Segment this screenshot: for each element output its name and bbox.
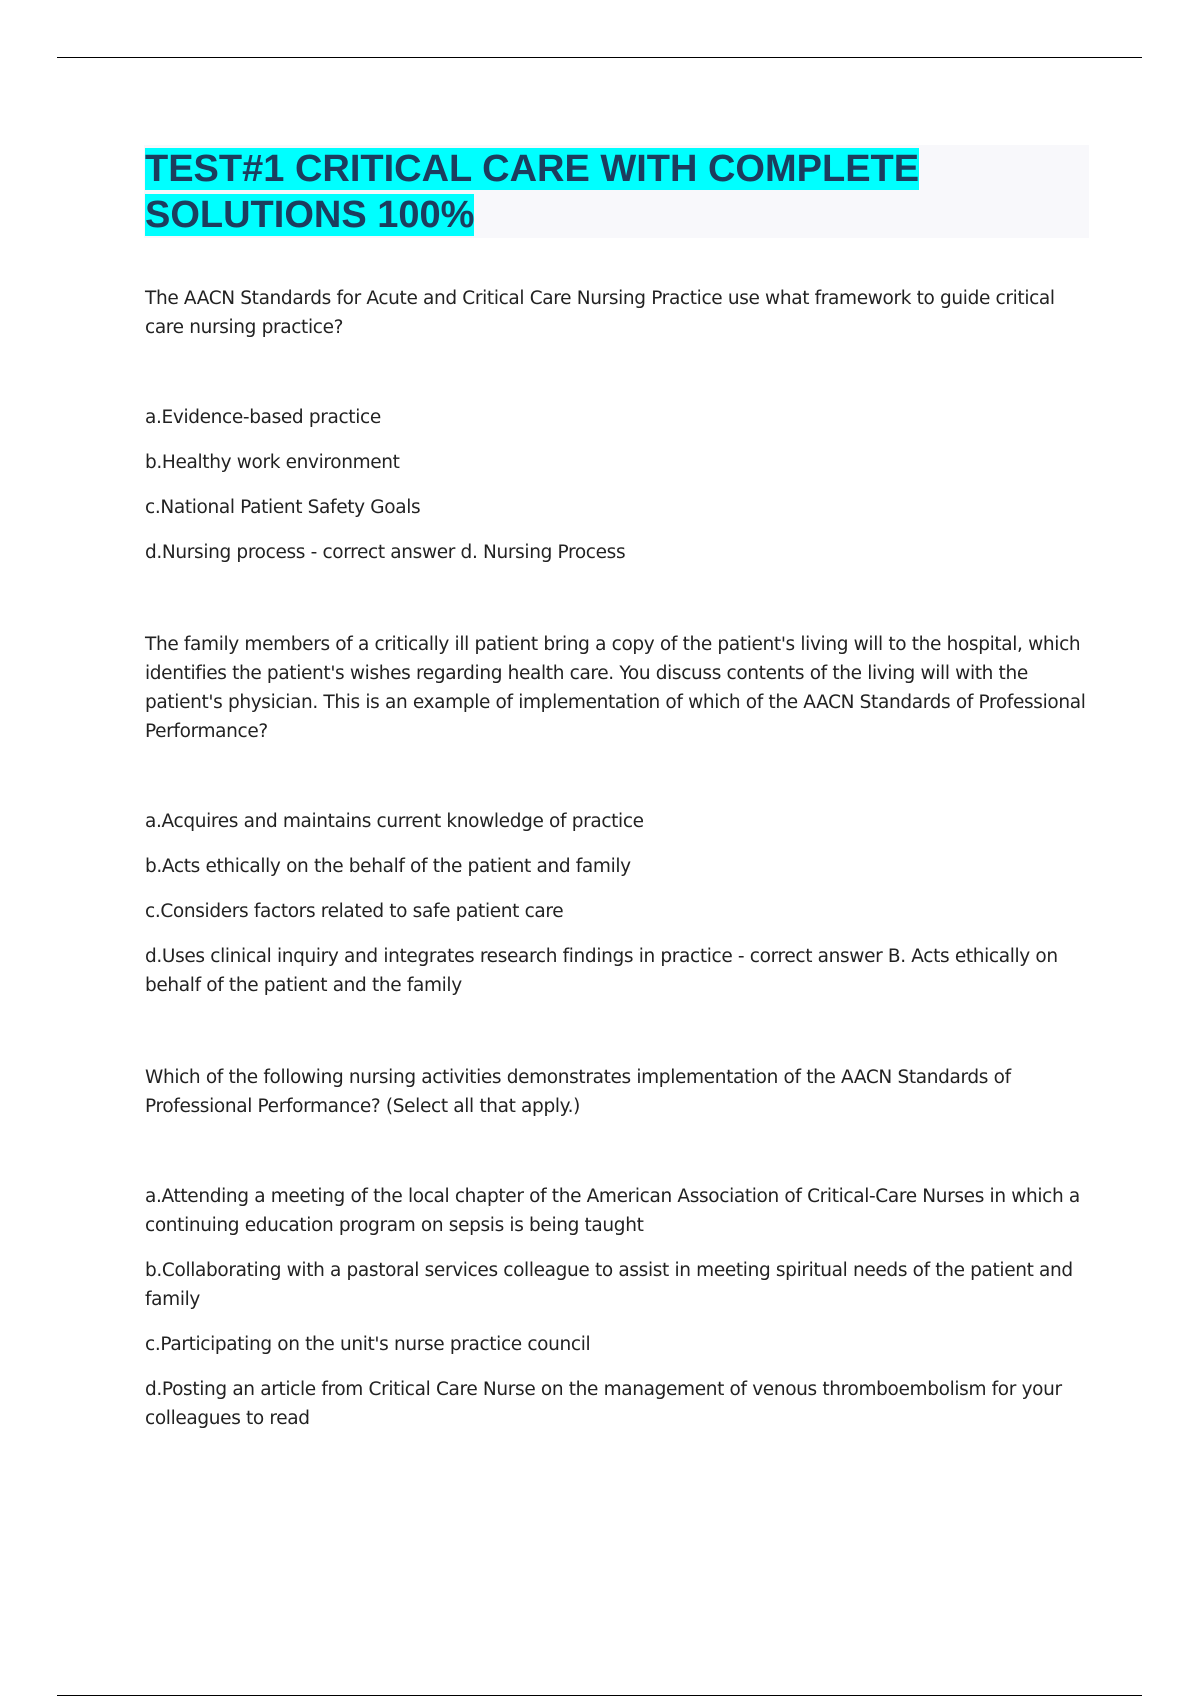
answer-option-d: d.Nursing process - correct answer d. Nursing Process (145, 542, 626, 563)
answer-option-b: b.Collaborating with a pastoral services colleague to assist in meeting spiritual needs of the patient and family (145, 1260, 1073, 1310)
answer-option-d: d.Uses clinical inquiry and integrates research findings in practice - correct answer B. Acts ethically on behalf of the patient and the family (145, 946, 1058, 996)
answer-option-a: a.Attending a meeting of the local chapter of the American Association of Critical-Care Nurses in which a continuing education program on sepsis is being taught (145, 1186, 1080, 1236)
answer-option-a: a.Acquires and maintains current knowledge of practice (145, 811, 644, 832)
answer-option-c: c.Participating on the unit's nurse practice council (145, 1334, 591, 1355)
document-body (145, 284, 1090, 1496)
question-text: Which of the following nursing activities demonstrates implementation of the AACN Standards of Professional Performance? (Select all that apply.) (145, 1067, 1011, 1117)
answer-options (145, 1182, 1090, 1433)
answer-option-c: c.National Patient Safety Goals (145, 497, 421, 518)
question-block-1 (145, 284, 1090, 567)
answer-option-d: d.Posting an article from Critical Care Nurse on the management of venous thromboembolism for your colleagues to read (145, 1379, 1062, 1429)
answer-option-b: b.Acts ethically on the behalf of the patient and family (145, 856, 631, 877)
question-text: The family members of a critically ill patient bring a copy of the patient's living will to the hospital, which identifies the patient's wishes regarding health care. You discuss contents of the living will with the patient's physician. This is an example of implementation of which of the AACN Standards of Professional Performance? (145, 634, 1086, 742)
answer-options (145, 807, 1090, 1000)
page-top-rule (57, 57, 1142, 58)
question-block-2 (145, 630, 1090, 1000)
answer-option-a: a.Evidence-based practice (145, 407, 381, 428)
answer-option-b: b.Healthy work environment (145, 452, 400, 473)
question-block-3 (145, 1063, 1090, 1433)
question-text: The AACN Standards for Acute and Critical Care Nursing Practice use what framework to guide critical care nursing practice? (145, 288, 1055, 338)
answer-option-c: c.Considers factors related to safe patient care (145, 901, 564, 922)
page-bottom-rule (57, 1695, 1142, 1696)
document-title-text: TEST#1 CRITICAL CARE WITH COMPLETE SOLUTIONS 100% (145, 148, 920, 236)
document-title (145, 146, 1085, 238)
answer-options (145, 403, 1090, 567)
